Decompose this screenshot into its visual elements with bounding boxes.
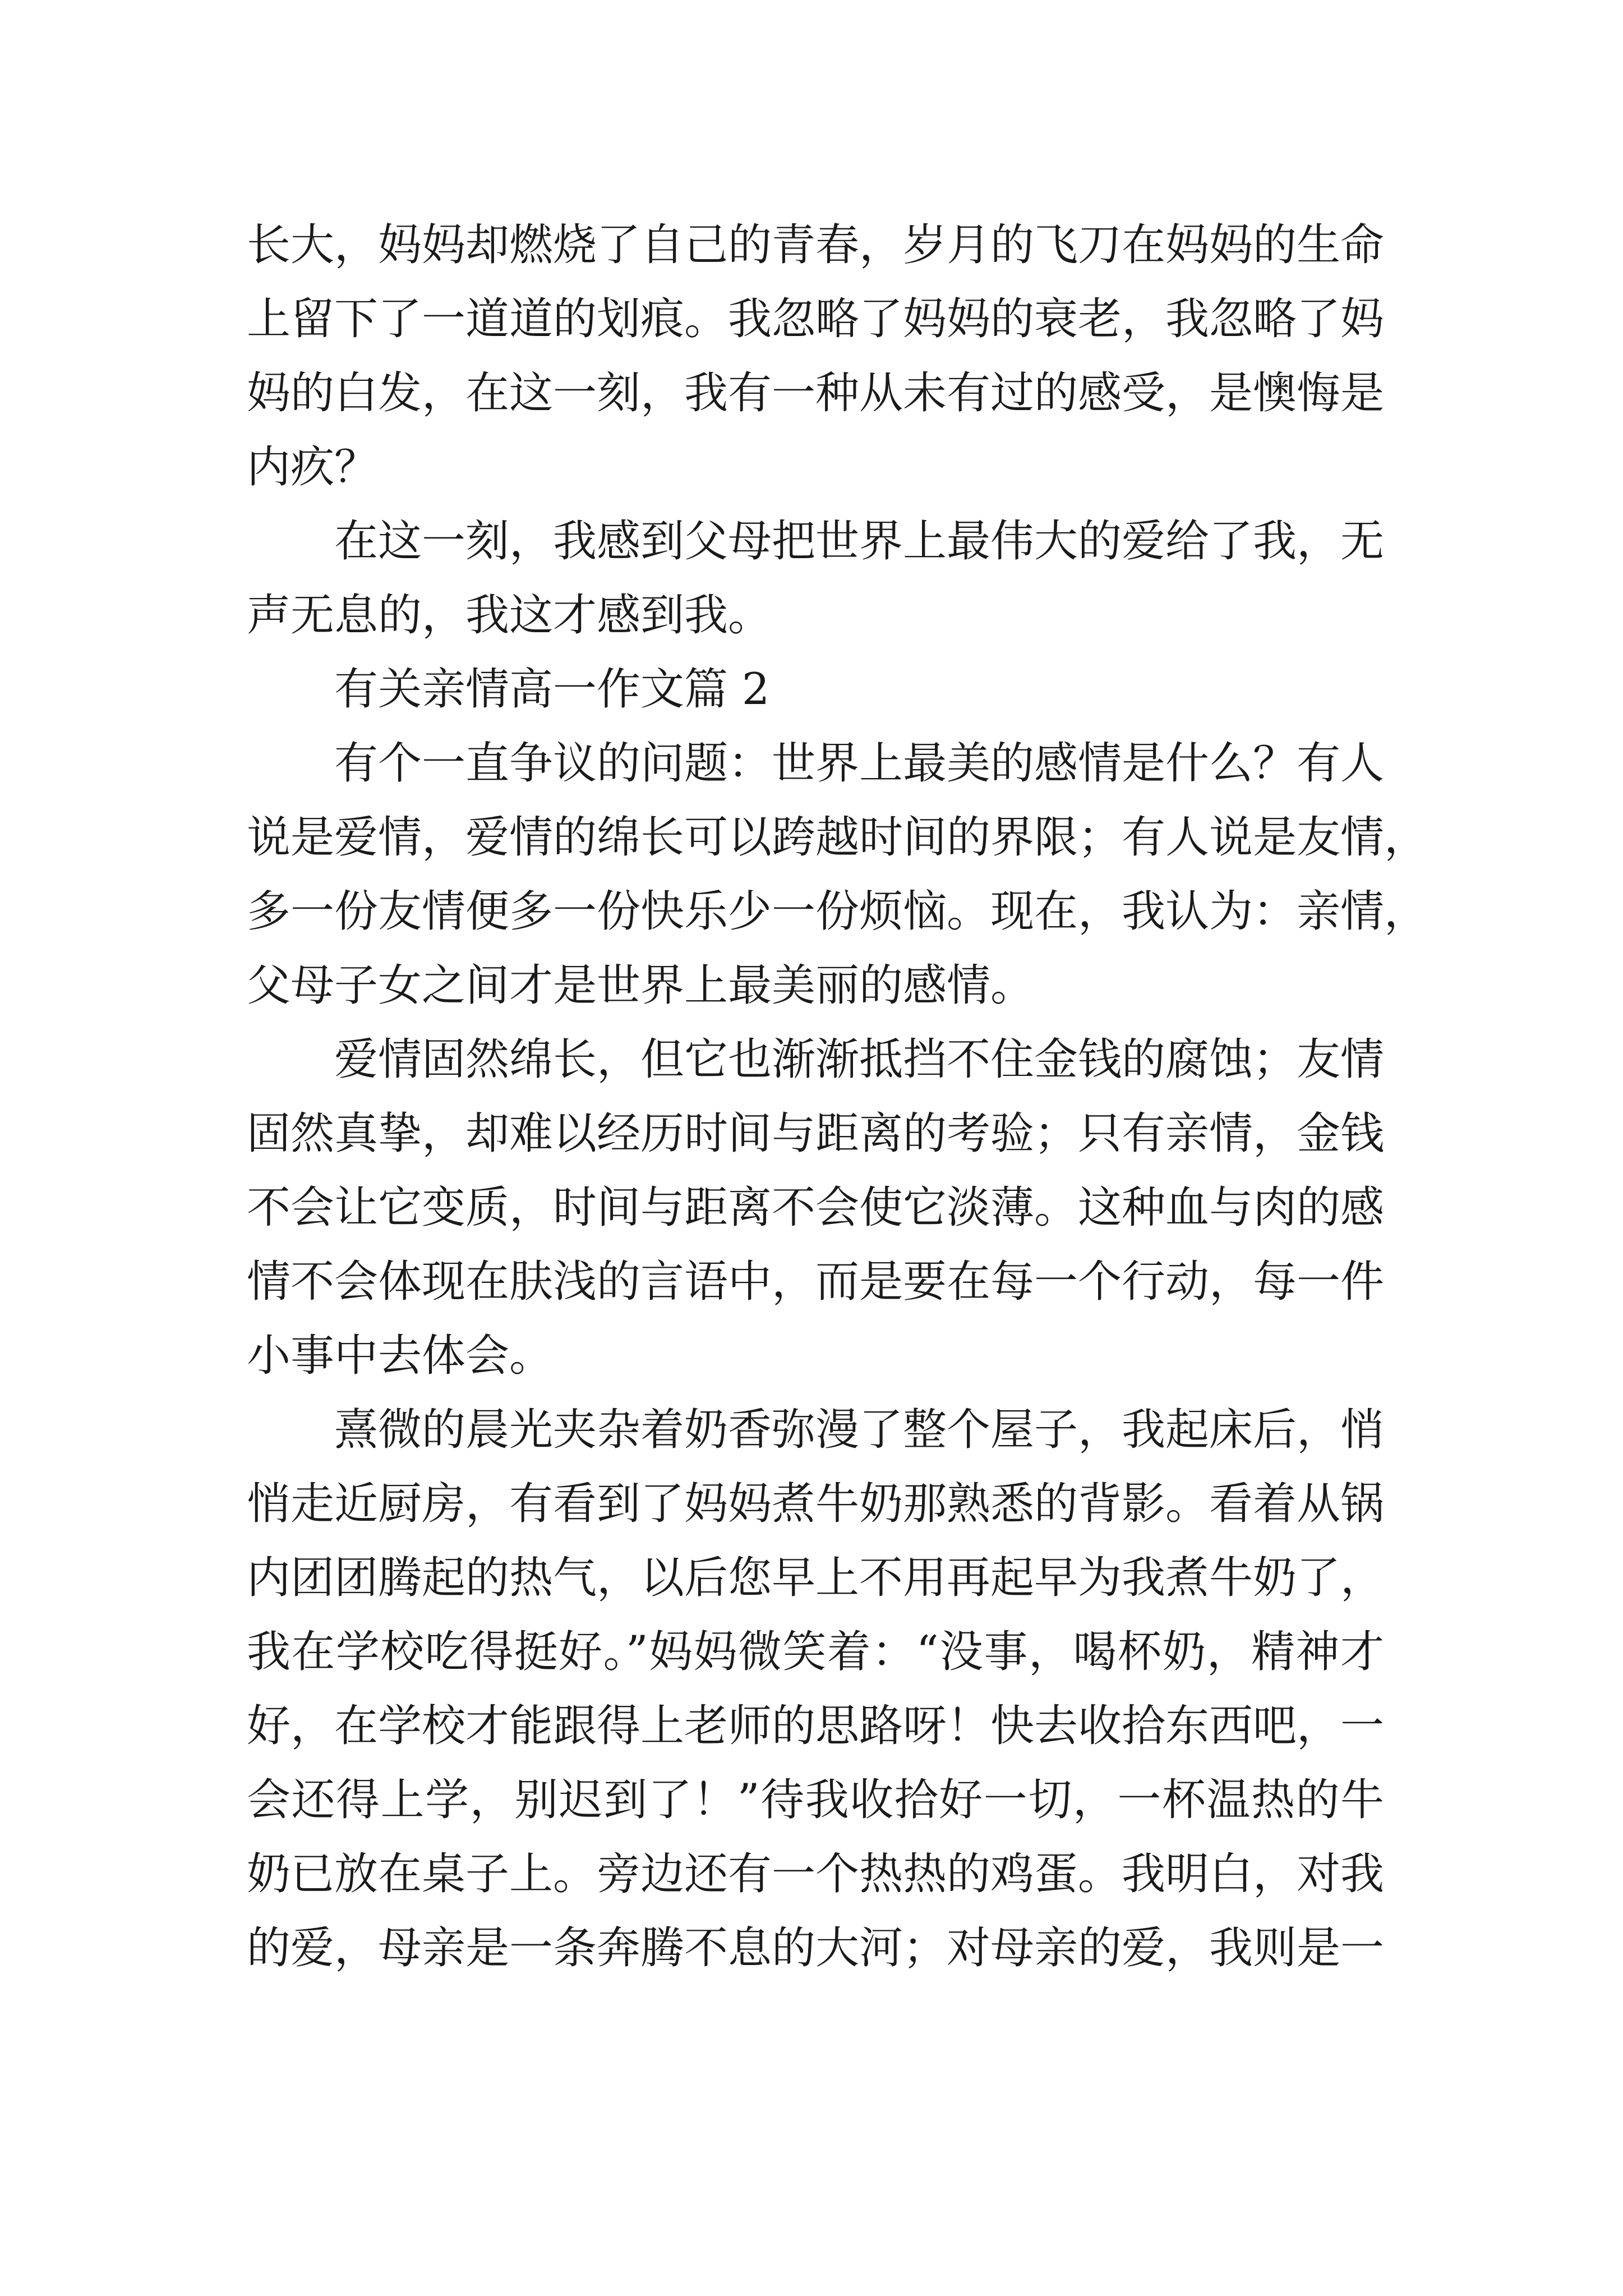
- text-line: 奶已放在桌子上。旁边还有一个热热的鸡蛋。我明白，对我: [247, 1849, 1385, 1899]
- text-line: 声无息的，我这才感到我。: [247, 590, 772, 641]
- text-line: 内疚？: [247, 442, 379, 493]
- text-line: 固然真挚，却难以经历时间与距离的考验；只有亲情，金钱: [247, 1108, 1385, 1159]
- document-page: [247, 0, 1428, 2296]
- text-line: 会还得上学，别迟到了！”待我收拾好一切，一杯温热的牛: [247, 1775, 1384, 1825]
- section-heading: 有关亲情高一作文篇 2: [334, 664, 770, 715]
- text-line: 小事中去体会。: [247, 1331, 554, 1381]
- text-line: 妈的白发，在这一刻，我有一种从未有过的感受，是懊悔是: [247, 368, 1385, 418]
- text-line: 多一份友情便多一份快乐少一份烦恼。现在，我认为：亲情，: [247, 886, 1428, 937]
- text-line: 说是爱情，爱情的绵长可以跨越时间的界限；有人说是友情，: [247, 812, 1428, 863]
- text-line: 有个一直争议的问题：世界上最美的感情是什么？有人: [334, 738, 1385, 789]
- text-line: 不会让它变质，时间与距离不会使它淡薄。这种血与肉的感: [247, 1182, 1385, 1233]
- document-body: [247, 208, 1428, 1985]
- text-line: 熹微的晨光夹杂着奶香弥漫了整个屋子，我起床后，悄: [334, 1405, 1385, 1455]
- text-line: 上留下了一道道的划痕。我忽略了妈妈的衰老，我忽略了妈: [247, 294, 1385, 344]
- text-line: 父母子女之间才是世界上最美丽的感情。: [247, 960, 1035, 1011]
- text-line: 情不会体现在肤浅的言语中，而是要在每一个行动，每一件: [247, 1257, 1385, 1307]
- text-line: 的爱，母亲是一条奔腾不息的大河；对母亲的爱，我则是一: [247, 1923, 1385, 1973]
- text-line: 爱情固然绵长，但它也渐渐抵挡不住金钱的腐蚀；友情: [334, 1034, 1385, 1085]
- text-line: 在这一刻，我感到父母把世界上最伟大的爱给了我，无: [334, 516, 1385, 567]
- text-line: 长大，妈妈却燃烧了自己的青春，岁月的飞刀在妈妈的生命: [247, 220, 1385, 270]
- text-line: 我在学校吃得挺好。”妈妈微笑着：“没事，喝杯奶，精神才: [247, 1627, 1384, 1677]
- text-line: 内团团腾起的热气，以后您早上不用再起早为我煮牛奶了，: [247, 1553, 1385, 1603]
- text-line: 好，在学校才能跟得上老师的思路呀！快去收拾东西吧，一: [247, 1701, 1385, 1751]
- text-line: 悄走近厨房，有看到了妈妈煮牛奶那熟悉的背影。看着从锅: [247, 1479, 1385, 1529]
